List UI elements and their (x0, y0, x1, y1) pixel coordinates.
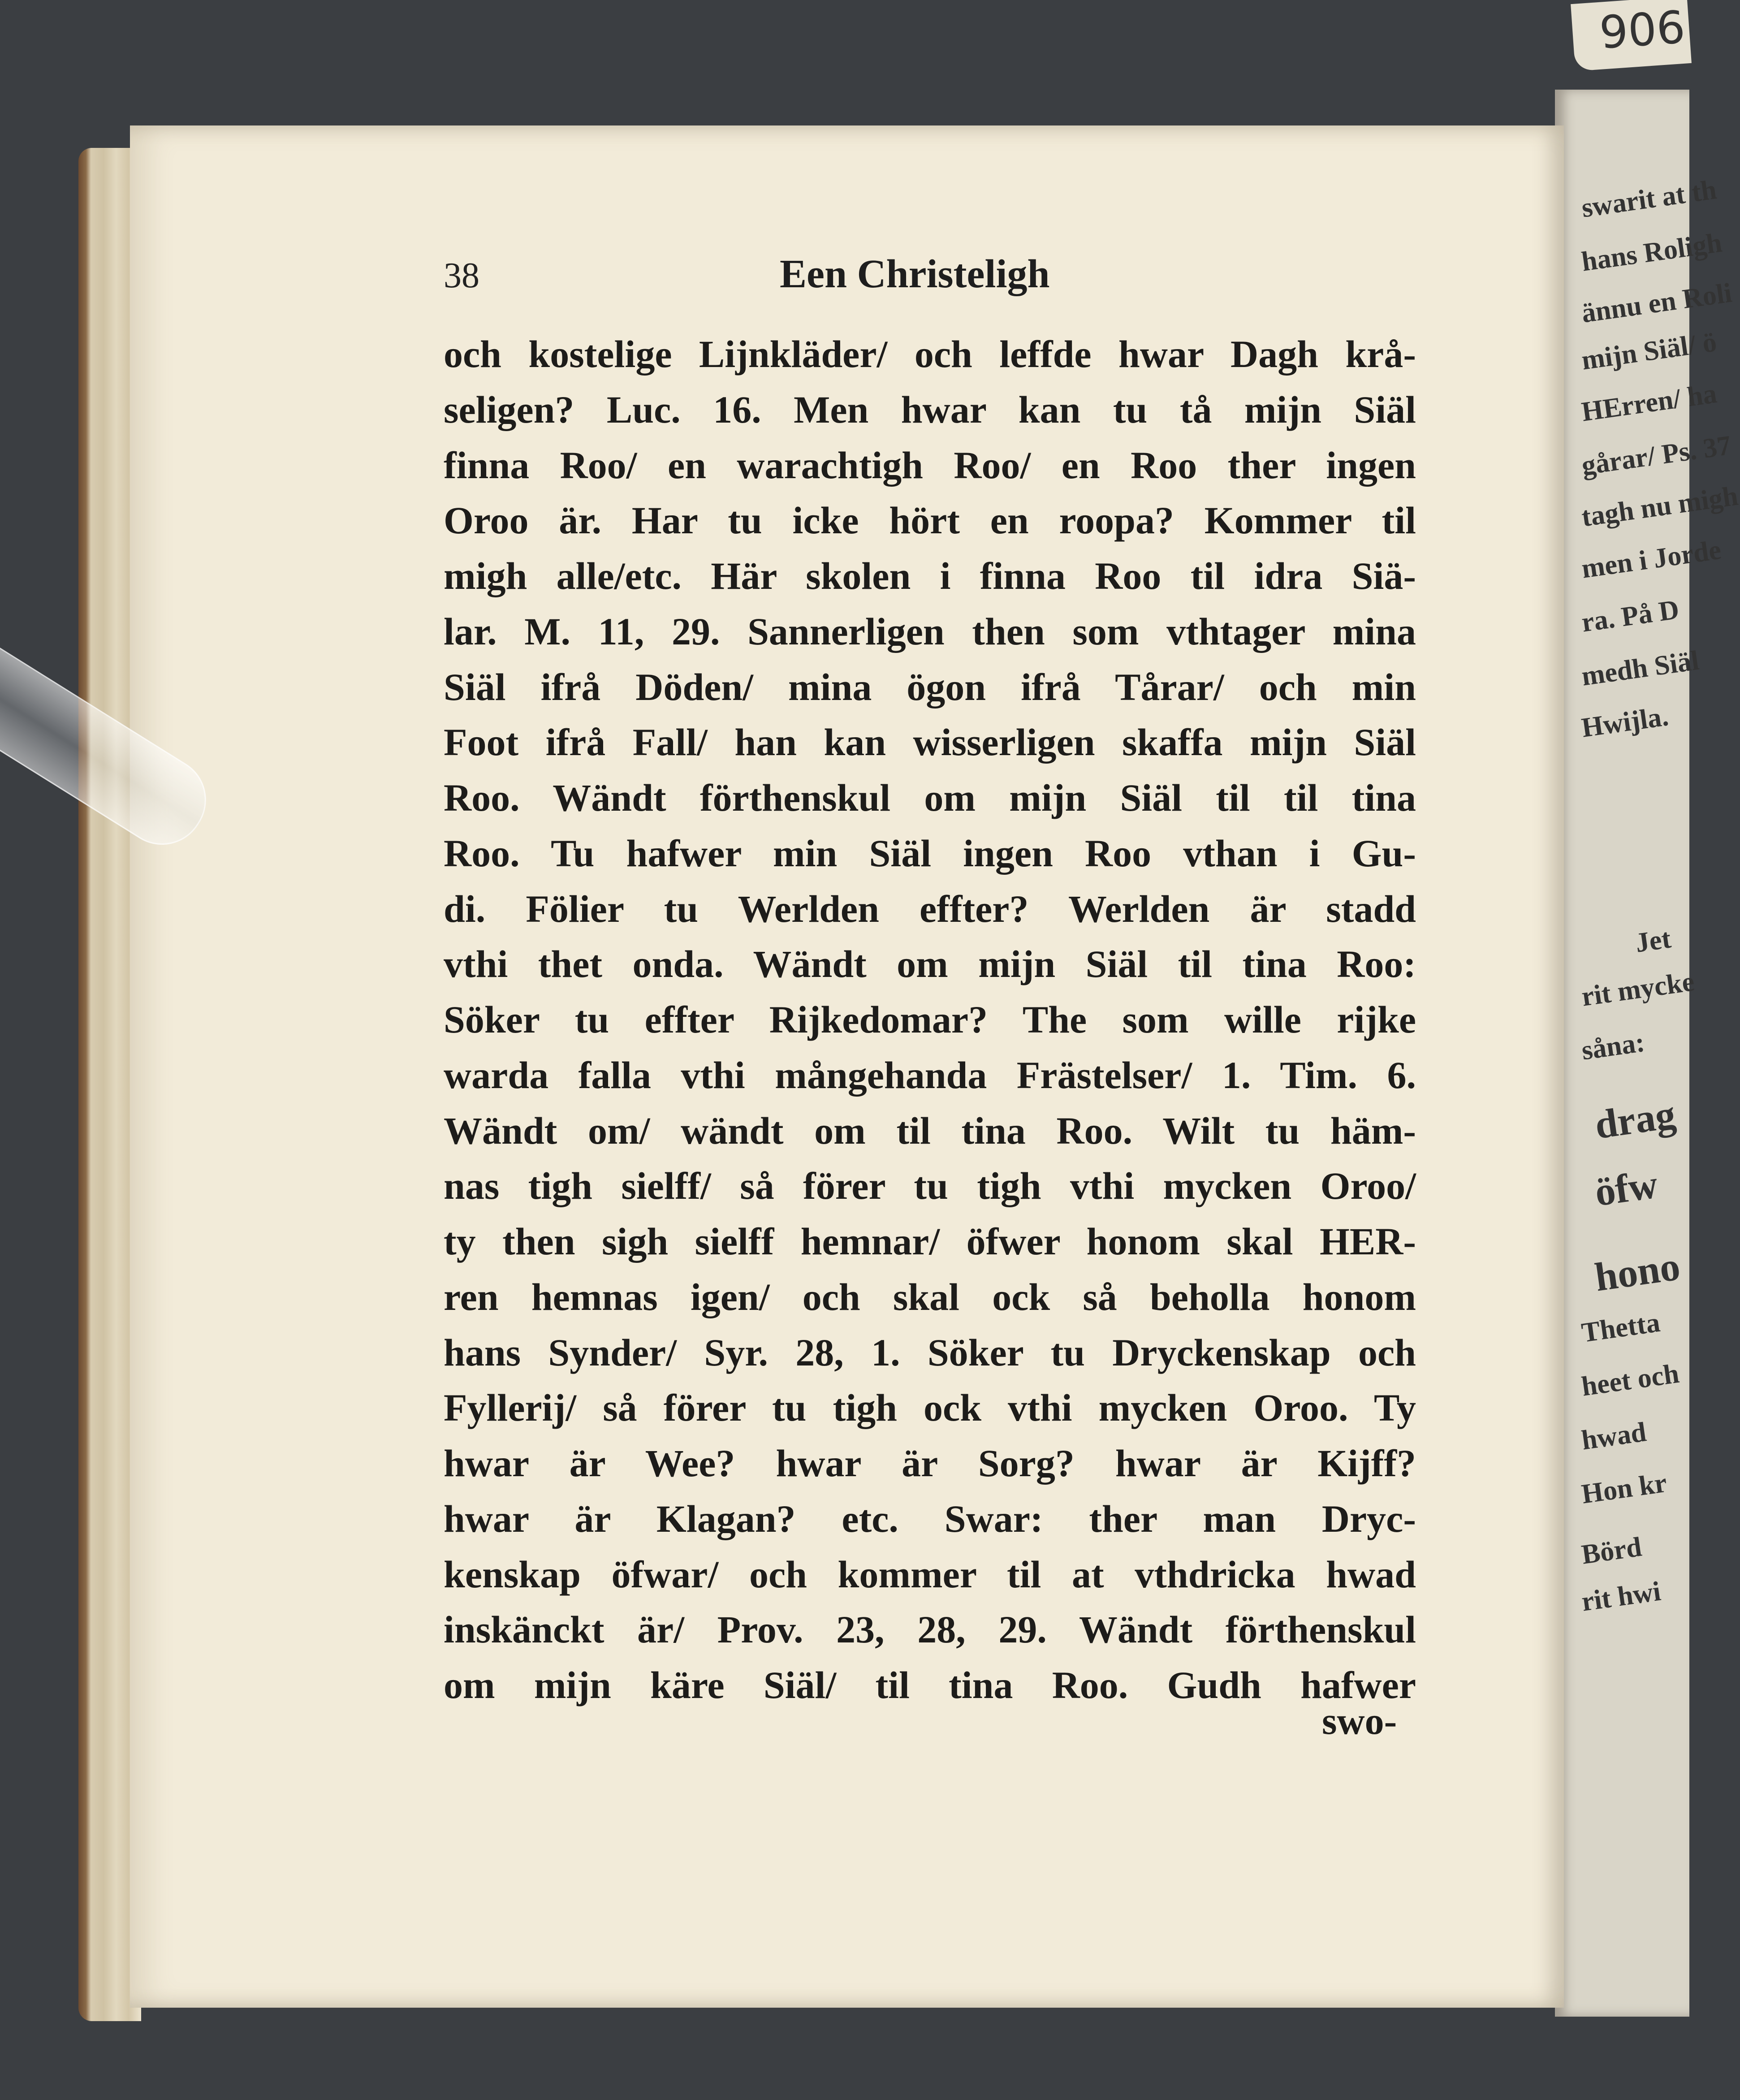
catchword: swo- (1322, 1699, 1397, 1742)
right-page-line: öfw (1592, 1162, 1661, 1215)
right-page-line: hans Roligh (1580, 227, 1724, 277)
text-line: seligen? Luc. 16. Men hwar kan tu tå mijn Siäl (444, 388, 1416, 431)
right-page-line: Hon kr (1580, 1467, 1669, 1510)
right-page-line: HErren/ ha (1580, 378, 1719, 428)
page-header (444, 251, 1420, 305)
text-line: Fyllerij/ så förer tu tigh ock vthi mycken Oroo. Ty (444, 1386, 1416, 1430)
text-line: hwar är Klagan? etc. Swar: ther man Dryc- (444, 1497, 1416, 1540)
right-page-line: såna: (1580, 1027, 1647, 1066)
right-page-line: Hwijla. (1580, 701, 1671, 743)
right-page-line: ännu en Roli (1580, 277, 1734, 329)
text-line: finna Roo/ en warachtigh Roo/ en Roo ther ingen (444, 443, 1416, 487)
text-line: hwar är Wee? hwar är Sorg? hwar är Kijff? (444, 1442, 1416, 1485)
text-line: inskänckt är/ Prov. 23, 28, 29. Wändt förthenskul (444, 1608, 1416, 1651)
page-tab (1571, 0, 1692, 71)
right-page-line: heet och (1580, 1358, 1681, 1402)
right-page-line: hono (1592, 1244, 1683, 1300)
text-line: Roo. Wändt förthenskul om mijn Siäl til til tina (444, 776, 1416, 819)
text-line: Wändt om/ wändt om til tina Roo. Wilt tu häm- (444, 1109, 1416, 1152)
right-page-line: rit hwi (1580, 1576, 1663, 1617)
page-text (444, 329, 1416, 1716)
right-page-line: hwad (1580, 1417, 1649, 1456)
text-line: Siäl ifrå Döden/ mina ögon ifrå Tårar/ och min (444, 665, 1416, 709)
running-title: Een Christeligh (780, 252, 1050, 296)
text-line: kenskap öfwar/ och kommer til at vthdricka hwad (444, 1552, 1416, 1596)
right-page-line: tagh nu migh (1580, 480, 1740, 533)
text-line: warda falla vthi mångehanda Frästelser/ 1. Tim. 6. (444, 1053, 1416, 1097)
right-page-line: Börd (1580, 1531, 1644, 1570)
right-page-line: rit mycke (1580, 966, 1697, 1012)
text-line: Roo. Tu hafwer min Siäl ingen Roo vthan i Gu- (444, 831, 1416, 875)
right-page-line: drag (1592, 1092, 1679, 1148)
text-line: vthi thet onda. Wändt om mijn Siäl til tina Roo: (444, 942, 1416, 986)
text-line: lar. M. 11, 29. Sannerligen then som vthtager mina (444, 609, 1416, 653)
page-number: 38 (444, 256, 479, 295)
text-line: Oroo är. Har tu icke hört en roopa? Kommer til (444, 499, 1416, 542)
tab-label: 906 (1598, 0, 1687, 59)
right-page-line: gårar/ Ps. 37 (1580, 430, 1733, 481)
text-line: om mijn käre Siäl/ til tina Roo. Gudh hafwer (444, 1664, 1416, 1707)
right-page-line: medh Siäl (1580, 645, 1701, 692)
text-line: ren hemnas igen/ och skal ock så beholla honom (444, 1275, 1416, 1318)
right-page-line: Jet (1633, 923, 1673, 959)
right-page-line: men i Jorde (1580, 534, 1723, 584)
text-line: och kostelige Lijnkläder/ och leffde hwar Dagh krå- (444, 333, 1416, 376)
text-line: di. Fölier tu Werlden effter? Werlden är stadd (444, 887, 1416, 930)
text-line: ty then sigh sielff hemnar/ öfwer honom skal HER- (444, 1220, 1416, 1263)
right-page-line: swarit at th (1580, 174, 1718, 224)
text-line: Söker tu effter Rijkedomar? The som wille rijke (444, 998, 1416, 1041)
text-line: migh alle/etc. Här skolen i finna Roo til idra Siä- (444, 554, 1416, 597)
right-page-line: ra. På D (1580, 594, 1681, 638)
text-line: nas tigh sielff/ så förer tu tigh vthi mycken Oroo/ (444, 1164, 1416, 1208)
text-line: hans Synder/ Syr. 28, 1. Söker tu Dryckenskap och (444, 1331, 1416, 1374)
text-line: Foot ifrå Fall/ han kan wisserligen skaffa mijn Siäl (444, 721, 1416, 764)
right-page-line: mijn Siäl/ ö (1580, 327, 1718, 376)
right-page-line: Thetta (1580, 1307, 1662, 1348)
